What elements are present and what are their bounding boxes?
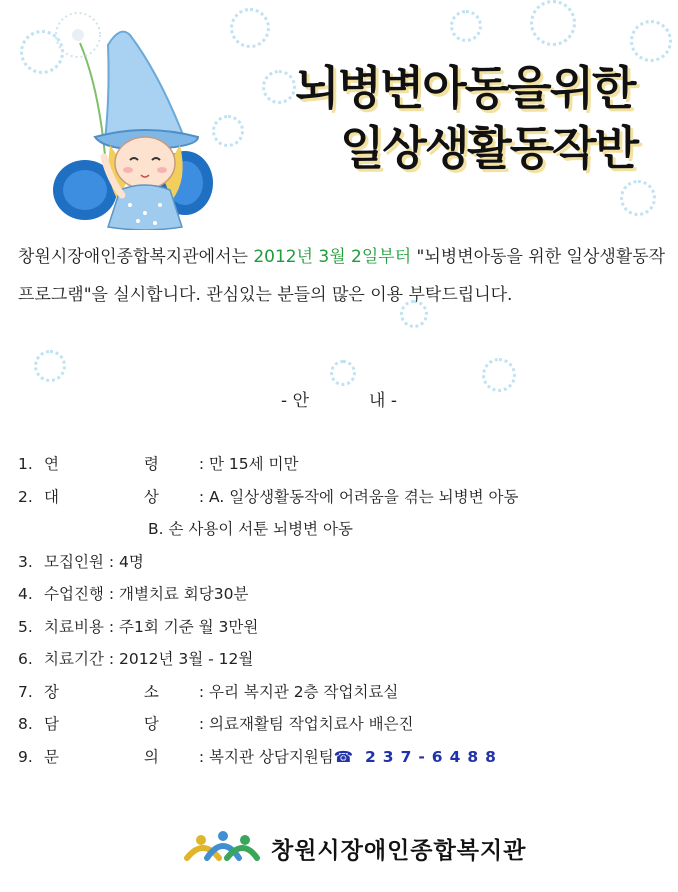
list-item: [18, 643, 518, 676]
list-item: [18, 546, 518, 579]
intro-date-highlight: 2012년 3월 2일부터: [253, 247, 412, 267]
list-item: [18, 741, 518, 774]
item-number: 9.: [18, 747, 33, 766]
item-value: : 우리 복지관 2층 작업치료실: [198, 682, 399, 701]
bubble: [530, 0, 576, 46]
fairy-illustration: [10, 5, 230, 230]
bubble: [330, 360, 356, 386]
page-title-line2: 일상생활동작반: [340, 121, 638, 175]
guide-heading: [0, 386, 678, 411]
logo-text: 창원시장애인종합복지관: [271, 837, 527, 864]
intro-text-2: "뇌병변아동을 위한 일상생활동작 프로그램"을 실시합니다. 관심있는 분들의 많은 이용 부탁드립니다.: [18, 247, 666, 305]
bubble: [34, 350, 66, 382]
phone-number: 237-6488: [365, 747, 503, 766]
list-item: [18, 676, 518, 709]
item-label: 장 소: [44, 682, 199, 701]
item-value: : 의료재활팀 작업치료사 배은진: [198, 715, 414, 733]
item-label: 모집인원: [44, 552, 104, 571]
bubble: [620, 180, 656, 216]
item-label: 대 상: [44, 487, 199, 506]
intro-text-1: 창원시장애인종합복지관에서는: [18, 247, 254, 267]
phone-icon: ☎: [333, 747, 361, 766]
item-value: B. 손 사용이 서툰 뇌병변 아동: [148, 520, 353, 538]
item-number: 5.: [18, 617, 33, 636]
list-item: [18, 448, 518, 481]
bubble: [450, 10, 482, 42]
organization-logo: [183, 828, 526, 868]
info-list: [18, 448, 518, 773]
item-value: : 주1회 기준 월 3만원: [108, 617, 259, 636]
item-number: 3.: [18, 552, 33, 571]
item-number: 8.: [18, 715, 33, 733]
item-label: 담 당: [44, 715, 199, 733]
item-value: : 2012년 3월 - 12월: [108, 650, 254, 668]
bubble: [630, 20, 672, 62]
list-item: [18, 481, 518, 514]
item-label: 치료비용: [44, 617, 104, 636]
logo-mark-icon: [183, 828, 261, 868]
item-value: : 4명: [108, 552, 144, 571]
item-label: 치료기간: [44, 650, 104, 668]
list-item: [18, 708, 518, 741]
item-number: 7.: [18, 682, 33, 701]
item-label: 수업진행: [44, 585, 104, 603]
page-title-line1: 뇌병변아동을위한: [295, 61, 635, 115]
item-number: 1.: [18, 455, 33, 473]
list-item: [18, 611, 518, 644]
item-number: 6.: [18, 650, 33, 668]
item-value: : 만 15세 미만: [198, 455, 299, 473]
item-label: 연 령: [44, 455, 199, 473]
item-value: : A. 일상생활동작에 어려움을 겪는 뇌병변 아동: [198, 487, 519, 506]
item-value: : 개별치료 회당30분: [108, 585, 249, 603]
item-number: 2.: [18, 487, 33, 506]
bubble: [262, 70, 296, 104]
item-label: 문 의: [44, 747, 199, 766]
bubble: [230, 8, 270, 48]
guide-heading-left: - 안: [281, 391, 309, 411]
item-value: : 복지관 상담지원팀: [198, 747, 334, 766]
list-item: [18, 513, 518, 546]
guide-heading-right: 내 -: [369, 391, 397, 411]
intro-paragraph: [18, 238, 668, 314]
list-item: [18, 578, 518, 611]
item-number: 4.: [18, 585, 33, 603]
